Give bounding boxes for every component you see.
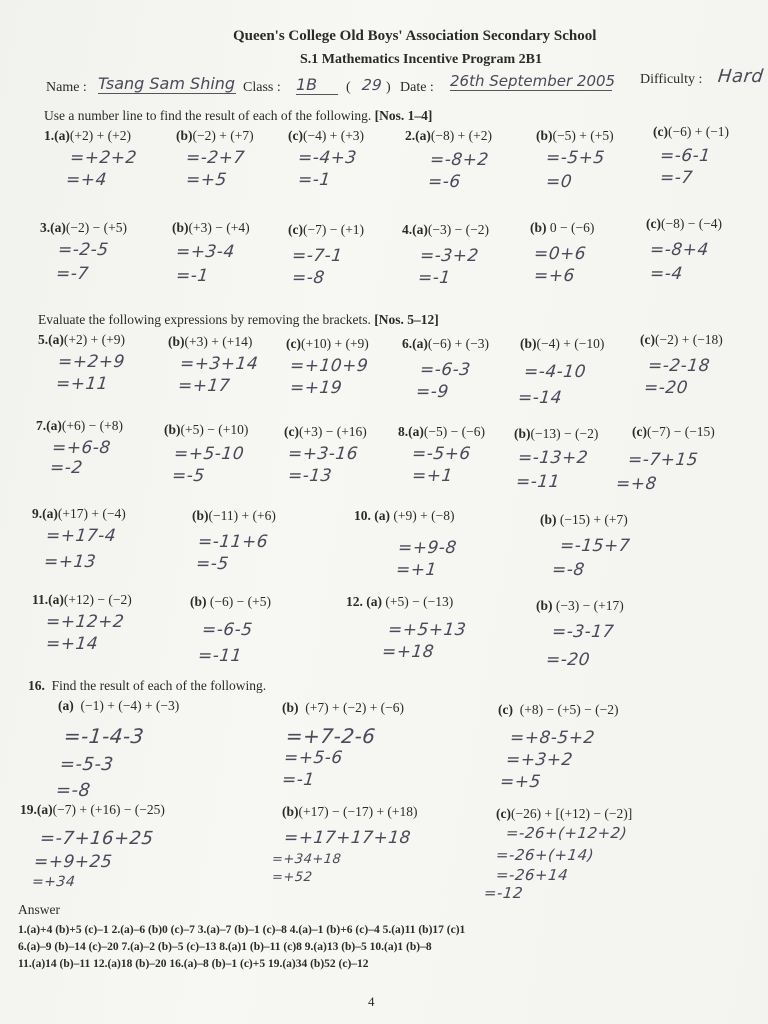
work-19b-line2: =+34+18 [271,852,343,867]
work-8b-line1: =-13+2 [516,448,590,468]
question-19c: (c)(−26) + [(+12) − (−2)] [496,806,633,821]
work-5c-line1: =+10+9 [288,356,370,376]
program-title: S.1 Mathematics Incentive Program 2B1 [300,52,542,67]
question-16-instruction: 16. Find the result of each of the following. [28,678,267,693]
work-3c-line1: =-7-1 [290,246,344,266]
question-7c: (c)(+3) − (+16) [284,424,367,439]
work-4a-line1: =-3+2 [418,246,480,266]
work-10a-line1: =+9-8 [396,538,458,558]
work-3b-line1: =+3-4 [174,242,236,262]
work-2a-line2: =-6 [426,172,462,192]
answer-line-3: 11.(a)14 (b)–11 12.(a)18 (b)–20 16.(a)–8 (b)–1 (c)+5 19.(a)34 (b)52 (c)–12 [18,958,369,970]
class-label: Class : [243,80,281,95]
work-8a-line1: =-5+6 [410,444,472,464]
work-5a-line1: =+2+9 [56,352,126,372]
work-7a-line1: =+6-8 [50,438,112,458]
work-10b-line1: =-15+7 [558,536,632,556]
question-16c: (c) (+8) − (+5) − (−2) [498,702,619,717]
section2-instruction: Evaluate the following expressions by removing the brackets. [Nos. 5–12] [38,312,439,327]
work-12b-line1: =-3-17 [550,622,616,642]
work-1c-line1: =-4+3 [296,148,358,168]
question-9b: (b)(−11) + (+6) [192,508,276,523]
work-4a-line2: =-1 [416,268,452,288]
question-8c: (c)(−7) − (−15) [632,424,715,439]
work-8a-line2: =+1 [410,466,454,486]
work-7c-line2: =-13 [286,466,334,486]
class-number: 29 [361,76,384,94]
question-5c: (c)(+10) + (+9) [286,336,369,351]
work-11a-line2: =+14 [44,634,100,654]
work-11b-line2: =-11 [196,646,244,666]
question-8a: 8.(a)(−5) − (−6) [398,424,485,439]
work-7b-line1: =+5-10 [172,444,246,464]
work-10b-line2: =-8 [550,560,586,580]
work-19c-line2: =-26+(+14) [495,846,595,864]
class-number-close: ) [386,80,391,95]
school-name: Queen's College Old Boys' Association Secondary School [233,28,597,44]
work-4c-line2: =-4 [648,264,684,284]
work-3b-line2: =-1 [174,266,210,286]
work-5b-line1: =+3+14 [178,354,260,374]
work-3a-line2: =-7 [54,264,90,284]
work-2b-line1: =-5+5 [544,148,606,168]
answer-line-2: 6.(a)–9 (b)–14 (c)–20 7.(a)–2 (b)–5 (c)–13 8.(a)1 (b)–11 (c)8 9.(a)13 (b)–5 10.(a)1 (b)–8 [18,941,432,953]
work-9b-line2: =-5 [194,554,230,574]
work-1c-line2: =-1 [296,170,332,190]
work-2c-line2: =-7 [658,168,694,188]
question-7b: (b)(+5) − (+10) [164,422,249,437]
work-6a-line2: =-9 [414,382,450,402]
work-9a-line1: =+17-4 [44,526,118,546]
question-10a: 10. (a) (+9) + (−8) [354,508,455,523]
date-label: Date : [400,80,434,95]
work-19a-line1: =-7+16+25 [38,828,155,849]
question-19b: (b)(+17) − (−17) + (+18) [282,804,418,819]
work-6a-line1: =-6-3 [418,360,472,380]
work-8c-line1: =-7+15 [626,450,700,470]
question-8b: (b)(−13) − (−2) [514,426,599,441]
page-number: 4 [368,994,375,1009]
work-19b-line1: =+17+17+18 [282,828,412,848]
question-1a: 1.(a)(+2) + (+2) [44,128,131,143]
question-3c: (c)(−7) − (+1) [288,222,365,237]
work-6c-line2: =-20 [642,378,690,398]
work-12a-line2: =+18 [380,642,436,662]
work-16b-line3: =-1 [280,770,316,790]
work-8c-line2: =+8 [614,474,658,494]
work-16c-line3: =+5 [498,772,542,792]
work-16b-line2: =+5-6 [282,748,344,768]
question-4a: 4.(a)(−3) − (−2) [402,222,489,237]
work-6b-line1: =-4-10 [522,362,588,382]
question-3b: (b)(+3) − (+4) [172,220,250,235]
question-1c: (c)(−4) + (+3) [288,128,365,143]
question-3a: 3.(a)(−2) − (+5) [40,220,127,235]
question-12b: (b) (−3) − (+17) [536,598,624,613]
work-5a-line2: =+11 [54,374,110,394]
work-19c-line1: =-26+(+12+2) [505,824,629,842]
work-16a-line1: =-1-4-3 [62,724,146,748]
work-16a-line2: =-5-3 [58,754,115,775]
question-2c: (c)(−6) + (−1) [653,124,730,139]
work-5b-line2: =+17 [176,376,232,396]
work-6b-line2: =-14 [516,388,564,408]
question-19a: 19.(a)(−7) + (+16) − (−25) [20,802,165,817]
work-12a-line1: =+5+13 [386,620,468,640]
question-7a: 7.(a)(+6) − (+8) [36,418,123,433]
question-4c: (c)(−8) − (−4) [646,216,723,231]
work-19b-line3: =+52 [271,870,314,885]
question-5a: 5.(a)(+2) + (+9) [38,332,125,347]
work-3c-line2: =-8 [290,268,326,288]
answer-line-1: 1.(a)+4 (b)+5 (c)–1 2.(a)–6 (b)0 (c)–7 3.(a)–7 (b)–1 (c)–8 4.(a)–1 (b)+6 (c)–4 5.(a)11 (b)17 (c)1 [18,924,466,936]
work-8b-line2: =-11 [514,472,562,492]
work-4b-line1: =0+6 [532,244,588,264]
work-9b-line1: =-11+6 [196,532,270,552]
work-1a-line2: =+4 [64,170,108,190]
work-16c-line2: =+3+2 [504,750,574,770]
question-2b: (b)(−5) + (+5) [536,128,614,143]
question-9a: 9.(a)(+17) + (−4) [32,506,126,521]
work-7c-line1: =+3-16 [286,444,360,464]
question-5b: (b)(+3) + (+14) [168,334,253,349]
question-6b: (b)(−4) + (−10) [520,336,605,351]
question-2a: 2.(a)(−8) + (+2) [405,128,492,143]
question-1b: (b)(−2) + (+7) [176,128,254,143]
question-11a: 11.(a)(+12) − (−2) [32,592,132,607]
work-16c-line1: =+8-5+2 [508,728,596,748]
work-2c-line1: =-6-1 [658,146,712,166]
section1-instruction: Use a number line to find the result of each of the following. [Nos. 1–4] [44,108,433,123]
work-2a-line1: =-8+2 [428,150,490,170]
question-12a: 12. (a) (+5) − (−13) [346,594,454,609]
work-2b-line2: =0 [544,172,574,192]
work-1b-line1: =-2+7 [184,148,246,168]
class-field: 1B [296,75,338,95]
answer-heading: Answer [18,902,60,917]
question-16b: (b) (+7) + (−2) + (−6) [282,700,405,715]
work-9a-line2: =+13 [42,552,98,572]
work-4c-line1: =-8+4 [648,240,710,260]
work-1a-line1: =+2+2 [68,148,138,168]
work-16a-line3: =-8 [54,780,92,801]
name-label: Name : [46,80,87,95]
work-19c-line4: =-12 [483,884,525,902]
difficulty-value: Hard [716,66,765,87]
work-7a-line2: =-2 [48,458,84,478]
work-12b-line2: =-20 [544,650,592,670]
work-4b-line2: =+6 [532,266,576,286]
name-field: Tsang Sam Shing [98,74,236,93]
work-3a-line1: =-2-5 [56,240,110,260]
question-10b: (b) (−15) + (+7) [540,512,628,527]
work-10a-line2: =+1 [394,560,438,580]
work-7b-line2: =-5 [170,466,206,486]
work-19a-line2: =+9+25 [32,852,114,872]
work-6c-line1: =-2-18 [646,356,712,376]
work-1b-line2: =+5 [184,170,228,190]
work-16b-line1: =+7-2-6 [284,724,377,748]
question-6c: (c)(−2) + (−18) [640,332,723,347]
question-4b: (b) 0 − (−6) [530,220,595,235]
work-11b-line1: =-6-5 [200,620,254,640]
work-19a-line3: =+34 [31,874,77,890]
work-19c-line3: =-26+14 [495,866,570,884]
work-11a-line1: =+12+2 [44,612,126,632]
question-6a: 6.(a)(−6) + (−3) [402,336,489,351]
date-field: 26th September 2005 [450,72,616,90]
question-16a: (a) (−1) + (−4) + (−3) [58,698,180,713]
question-11b: (b) (−6) − (+5) [190,594,271,609]
work-5c-line2: =+19 [288,378,344,398]
class-number-open: ( [346,80,351,95]
difficulty-label: Difficulty : [640,72,703,87]
